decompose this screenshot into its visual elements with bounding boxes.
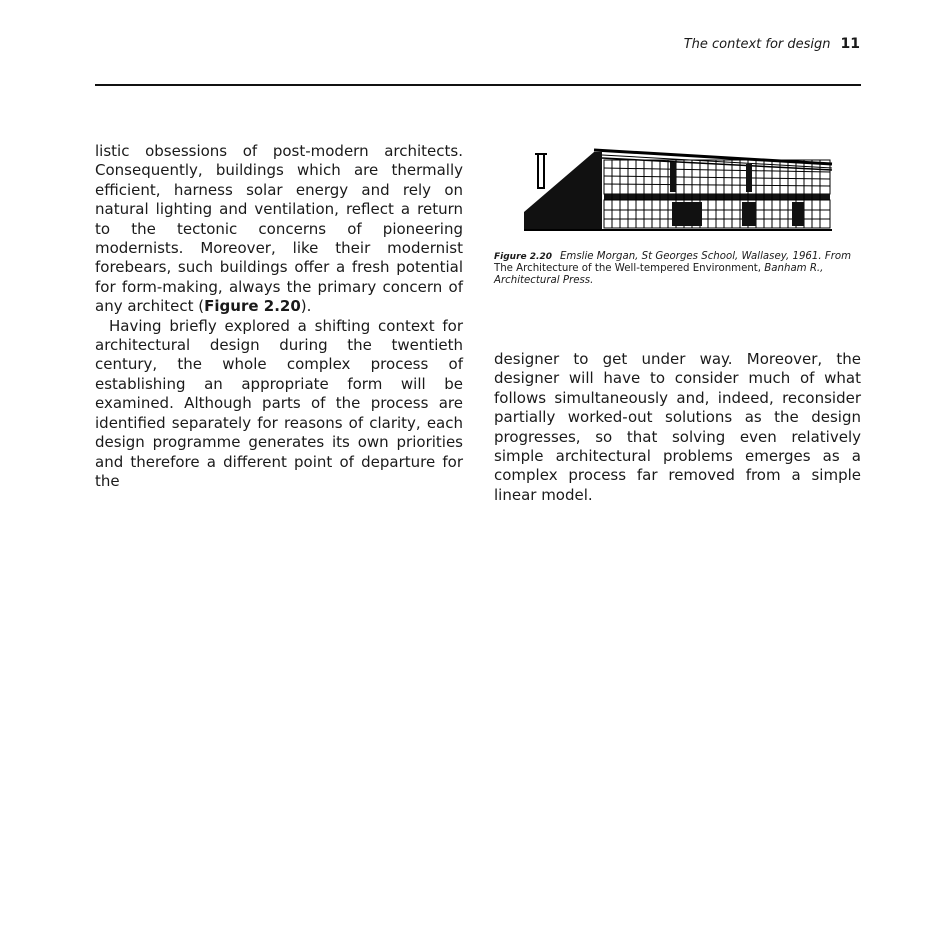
caption-part-2: Banham R., Architectural Press.: [494, 263, 824, 286]
figure-2-20: [494, 142, 861, 234]
figure-caption: [494, 251, 861, 287]
page-number: 11: [840, 36, 860, 52]
paragraph-1-end: ).: [300, 297, 312, 316]
caption-book-title: The Architecture of the Well-tempered Environment,: [494, 263, 762, 274]
building-sketch-icon: [494, 142, 861, 234]
header-rule: [95, 84, 861, 86]
paragraph-1-text: listic obsessions of post-modern architects. Consequently, buildings which are thermally efficient, harness solar energy and rely on natural lighting and ventilation, reflect a return to the tectonic concerns of pioneering modernists. Moreover, like their modernist forebears, such buildings offer a fresh potential for form-making, always the primary concern of any architect (: [95, 142, 463, 316]
paragraph-2: Having briefly explored a shifting context for architectural design during the twentieth century, the whole complex process of establishing an appropriate form will be examined. Although parts of the process are identified separately for reasons of clarity, each design programme generates its own priorities and therefore a different point of departure for the: [95, 316, 463, 490]
paragraph-3: designer to get under way. Moreover, the designer will have to consider much of what follows simultaneously and, indeed, reconsider partially worked-out solutions as the design progresses, so that solving even relatively simple architectural problems emerges as a complex process far removed from a simple linear model.: [494, 350, 861, 504]
left-column: [95, 142, 463, 491]
right-column: [494, 350, 861, 505]
caption-part-1: Emslie Morgan, St Georges School, Wallasey, 1961. From: [559, 251, 852, 262]
paragraph-1: [95, 142, 463, 317]
figure-reference: Figure 2.20: [204, 297, 301, 316]
running-head: [684, 36, 860, 52]
running-title: The context for design: [683, 37, 831, 52]
caption-label: Figure 2.20: [494, 252, 552, 262]
